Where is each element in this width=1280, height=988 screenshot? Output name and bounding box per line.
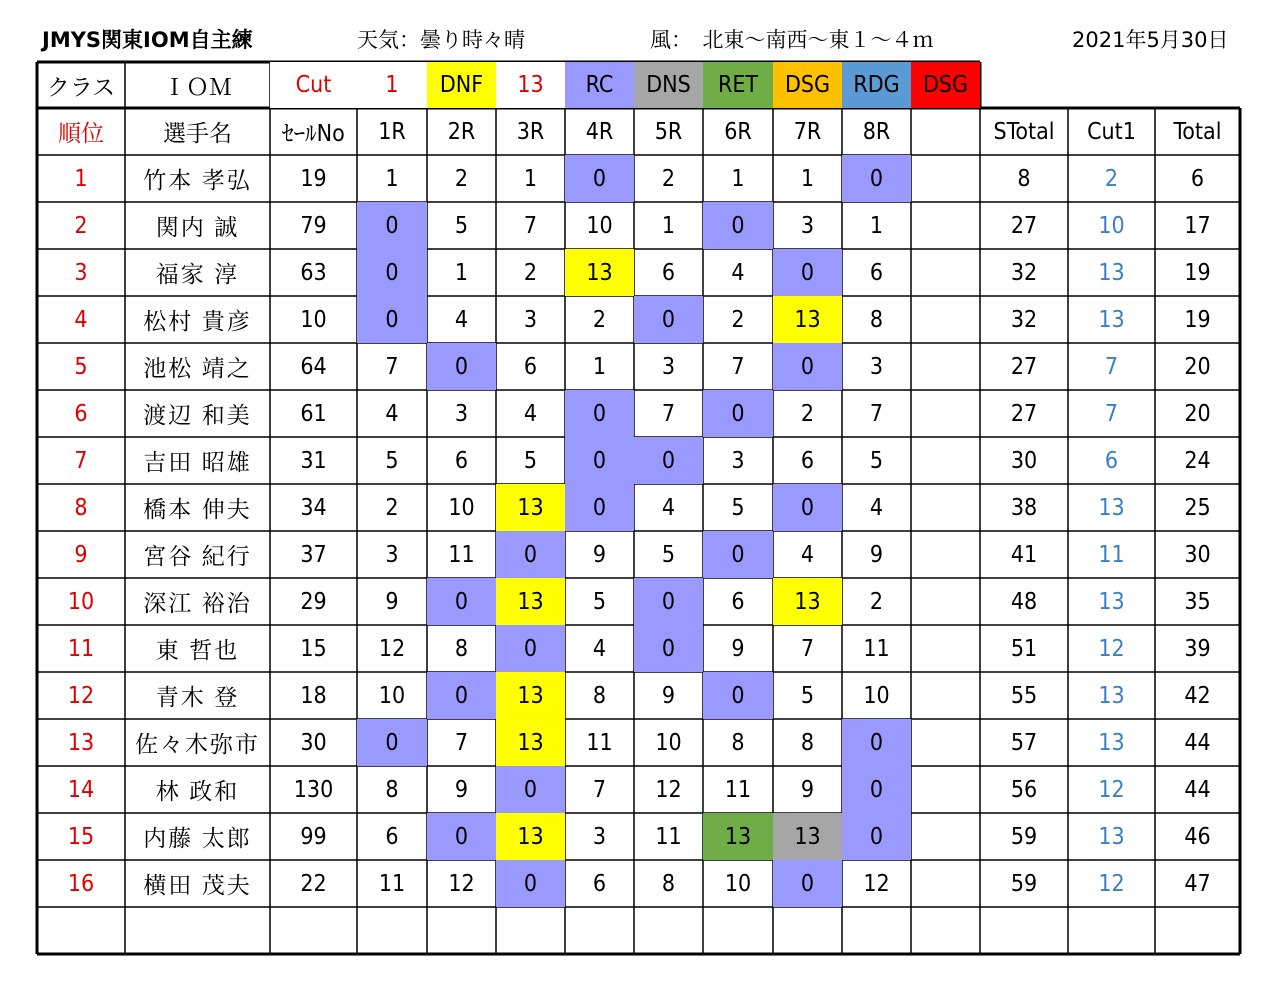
stotal-cell: 30 bbox=[1010, 447, 1038, 474]
sail-number: 18 bbox=[300, 682, 327, 709]
total-cell: 19 bbox=[1184, 259, 1211, 286]
sail-number: 31 bbox=[300, 447, 327, 474]
race-score: 0 bbox=[357, 296, 427, 343]
race-score: 13 bbox=[565, 249, 634, 296]
race-score: 0 bbox=[842, 719, 911, 766]
race-score: 7 bbox=[523, 212, 538, 239]
total-cell: 44 bbox=[1184, 776, 1211, 803]
race-score: 0 bbox=[703, 202, 773, 249]
race-score: 7 bbox=[454, 729, 469, 756]
cut1-cell: 10 bbox=[1098, 212, 1125, 239]
race-score: 0 bbox=[565, 484, 634, 531]
legend-item-5: DNS bbox=[634, 62, 703, 108]
sail-number: 99 bbox=[300, 823, 327, 850]
rank-cell: 13 bbox=[67, 729, 95, 756]
cut1-cell: 13 bbox=[1098, 823, 1125, 850]
empty-cell bbox=[911, 155, 980, 202]
sailor-name: 吉田 昭雄 bbox=[143, 450, 252, 476]
page-title: JMYS関東IOM自主練 bbox=[42, 28, 253, 52]
race-score: 0 bbox=[565, 390, 634, 437]
sail-number: 29 bbox=[300, 588, 327, 615]
sail-number: 19 bbox=[300, 165, 327, 192]
race-score: 0 bbox=[634, 578, 703, 625]
race-score: 4 bbox=[385, 400, 399, 427]
race-score: 5 bbox=[385, 447, 399, 474]
sail-number: 61 bbox=[300, 400, 327, 427]
total-cell: 46 bbox=[1184, 823, 1211, 850]
cut1-cell: 13 bbox=[1098, 682, 1125, 709]
race-score: 7 bbox=[800, 635, 815, 662]
column-header-8: 6R bbox=[724, 118, 752, 145]
race-score: 11 bbox=[586, 729, 613, 756]
race-score: 13 bbox=[496, 672, 565, 719]
sail-number: 34 bbox=[300, 494, 327, 521]
empty-cell bbox=[911, 437, 980, 484]
race-score: 10 bbox=[655, 729, 682, 756]
race-score: 6 bbox=[731, 588, 745, 615]
sailor-name: 池松 靖之 bbox=[143, 356, 252, 382]
column-header-6: 4R bbox=[585, 118, 614, 145]
race-score: 0 bbox=[703, 672, 773, 719]
race-score: 10 bbox=[724, 870, 752, 897]
column-header-2: ｾｰﾙNo bbox=[282, 121, 345, 147]
rank-cell: 10 bbox=[67, 588, 95, 615]
class-value: ＩＯＭ bbox=[163, 74, 232, 101]
race-score: 9 bbox=[592, 541, 607, 568]
sail-number: 30 bbox=[300, 729, 327, 756]
rank-cell: 15 bbox=[67, 823, 95, 850]
race-score: 0 bbox=[496, 766, 565, 813]
race-score: 0 bbox=[427, 578, 496, 625]
race-score: 12 bbox=[655, 776, 682, 803]
column-header-1: 選手名 bbox=[163, 121, 232, 147]
race-score: 5 bbox=[869, 447, 884, 474]
sail-number: 15 bbox=[300, 635, 327, 662]
race-score: 4 bbox=[523, 400, 538, 427]
column-header-12: STotal bbox=[993, 118, 1055, 145]
sail-number: 22 bbox=[300, 870, 327, 897]
race-score: 6 bbox=[385, 823, 399, 850]
race-score: 13 bbox=[496, 578, 565, 625]
legend-item-9: DSG bbox=[911, 62, 980, 108]
race-score: 0 bbox=[703, 390, 773, 437]
rank-cell: 3 bbox=[74, 259, 88, 286]
cut1-cell: 12 bbox=[1098, 870, 1125, 897]
stotal-cell: 32 bbox=[1010, 259, 1038, 286]
legend-item-6: RET bbox=[703, 62, 773, 108]
rank-cell: 14 bbox=[67, 776, 95, 803]
sail-number: 64 bbox=[300, 353, 327, 380]
empty-cell bbox=[911, 484, 980, 531]
empty-cell bbox=[911, 202, 980, 249]
column-header-13: Cut1 bbox=[1087, 118, 1136, 145]
rank-cell: 4 bbox=[74, 306, 88, 333]
empty-cell bbox=[911, 766, 980, 813]
stotal-cell: 57 bbox=[1010, 729, 1038, 756]
column-header-11 bbox=[911, 108, 980, 155]
legend-item-1: 1 bbox=[357, 62, 427, 108]
column-header-4: 2R bbox=[447, 118, 476, 145]
race-score: 9 bbox=[800, 776, 815, 803]
race-score: 3 bbox=[661, 353, 676, 380]
race-score: 8 bbox=[800, 729, 815, 756]
sailor-name: 横田 茂夫 bbox=[143, 873, 252, 899]
race-score: 11 bbox=[655, 823, 682, 850]
cut1-cell: 13 bbox=[1098, 729, 1125, 756]
sailor-name: 佐々木弥市 bbox=[135, 732, 260, 758]
empty-cell bbox=[911, 719, 980, 766]
race-score: 1 bbox=[731, 165, 745, 192]
legend-item-4: RC bbox=[565, 62, 634, 108]
empty-cell bbox=[911, 625, 980, 672]
cut1-cell: 7 bbox=[1104, 400, 1119, 427]
race-score: 10 bbox=[586, 212, 613, 239]
stotal-cell: 27 bbox=[1010, 353, 1038, 380]
race-score: 7 bbox=[661, 400, 676, 427]
race-score: 11 bbox=[448, 541, 475, 568]
race-score: 9 bbox=[731, 635, 745, 662]
empty-cell bbox=[911, 860, 980, 907]
race-score: 3 bbox=[731, 447, 745, 474]
column-header-9: 7R bbox=[793, 118, 822, 145]
race-score: 0 bbox=[357, 249, 427, 296]
race-score: 9 bbox=[661, 682, 676, 709]
column-header-14: Total bbox=[1173, 118, 1222, 145]
sailor-name: 松村 貴彦 bbox=[143, 309, 252, 335]
stotal-cell: 8 bbox=[1017, 165, 1031, 192]
race-score: 3 bbox=[800, 212, 815, 239]
race-score: 5 bbox=[592, 588, 607, 615]
race-score: 5 bbox=[523, 447, 538, 474]
race-score: 6 bbox=[661, 259, 676, 286]
total-cell: 44 bbox=[1184, 729, 1211, 756]
cut1-cell: 13 bbox=[1098, 494, 1125, 521]
race-score: 1 bbox=[454, 259, 469, 286]
sailor-name: 東 哲也 bbox=[155, 638, 240, 664]
race-score: 4 bbox=[869, 494, 884, 521]
rank-cell: 1 bbox=[74, 165, 88, 192]
total-cell: 39 bbox=[1184, 635, 1211, 662]
stotal-cell: 27 bbox=[1010, 212, 1038, 239]
race-score: 10 bbox=[448, 494, 475, 521]
cut1-cell: 13 bbox=[1098, 306, 1125, 333]
stotal-cell: 27 bbox=[1010, 400, 1038, 427]
sail-number: 130 bbox=[293, 776, 334, 803]
race-score: 0 bbox=[496, 860, 565, 907]
race-score: 8 bbox=[869, 306, 884, 333]
empty-cell bbox=[911, 249, 980, 296]
race-score: 0 bbox=[634, 625, 703, 672]
race-score: 13 bbox=[703, 813, 773, 860]
rank-cell: 9 bbox=[74, 541, 88, 568]
race-score: 0 bbox=[773, 249, 842, 296]
race-score: 13 bbox=[496, 813, 565, 860]
race-score: 3 bbox=[592, 823, 607, 850]
sailor-name: 青木 登 bbox=[155, 685, 240, 711]
rank-cell: 7 bbox=[74, 447, 88, 474]
sailor-name: 福家 淳 bbox=[155, 262, 240, 288]
race-score: 7 bbox=[869, 400, 884, 427]
total-cell: 25 bbox=[1184, 494, 1211, 521]
race-score: 4 bbox=[454, 306, 469, 333]
stotal-cell: 32 bbox=[1010, 306, 1038, 333]
empty-cell bbox=[911, 672, 980, 719]
total-cell: 30 bbox=[1184, 541, 1211, 568]
stotal-cell: 51 bbox=[1010, 635, 1038, 662]
rank-cell: 5 bbox=[74, 353, 88, 380]
race-score: 6 bbox=[869, 259, 884, 286]
race-score: 1 bbox=[523, 165, 538, 192]
class-label: クラス bbox=[46, 74, 116, 101]
race-score: 0 bbox=[773, 484, 842, 531]
race-score: 2 bbox=[385, 494, 399, 521]
rank-cell: 8 bbox=[74, 494, 88, 521]
cut1-cell: 11 bbox=[1098, 541, 1125, 568]
empty-cell bbox=[911, 343, 980, 390]
race-score: 13 bbox=[773, 296, 842, 343]
race-score: 13 bbox=[773, 813, 842, 860]
race-score: 5 bbox=[661, 541, 676, 568]
race-score: 0 bbox=[703, 531, 773, 578]
race-score: 12 bbox=[378, 635, 406, 662]
race-score: 3 bbox=[385, 541, 399, 568]
sailor-name: 竹本 孝弘 bbox=[143, 168, 252, 194]
race-score: 10 bbox=[863, 682, 890, 709]
race-score: 8 bbox=[454, 635, 469, 662]
race-score: 8 bbox=[385, 776, 399, 803]
race-score: 1 bbox=[592, 353, 607, 380]
race-score: 4 bbox=[731, 259, 745, 286]
race-score: 3 bbox=[454, 400, 469, 427]
total-cell: 19 bbox=[1184, 306, 1211, 333]
race-score: 8 bbox=[731, 729, 745, 756]
race-score: 1 bbox=[661, 212, 676, 239]
race-score: 13 bbox=[773, 578, 842, 625]
race-score: 7 bbox=[592, 776, 607, 803]
sailor-name: 深江 裕治 bbox=[143, 591, 252, 617]
race-score: 2 bbox=[731, 306, 745, 333]
legend-item-8: RDG bbox=[842, 62, 911, 108]
race-score: 9 bbox=[869, 541, 884, 568]
race-score: 4 bbox=[800, 541, 815, 568]
legend-item-7: DSG bbox=[773, 62, 842, 108]
column-header-10: 8R bbox=[862, 118, 891, 145]
race-score: 12 bbox=[863, 870, 890, 897]
rank-cell: 12 bbox=[67, 682, 95, 709]
cut1-cell: 6 bbox=[1104, 447, 1119, 474]
race-score: 0 bbox=[842, 813, 911, 860]
legend-item-2: DNF bbox=[427, 62, 496, 108]
race-score: 6 bbox=[592, 870, 607, 897]
race-score: 3 bbox=[869, 353, 884, 380]
race-score: 6 bbox=[800, 447, 815, 474]
cut1-cell: 2 bbox=[1104, 165, 1119, 192]
race-score: 2 bbox=[869, 588, 884, 615]
race-score: 2 bbox=[661, 165, 676, 192]
race-score: 0 bbox=[773, 343, 842, 390]
cut1-cell: 13 bbox=[1098, 588, 1125, 615]
race-date: 2021年5月30日 bbox=[1072, 28, 1229, 52]
race-score: 11 bbox=[724, 776, 752, 803]
column-header-3: 1R bbox=[378, 118, 406, 145]
race-score: 5 bbox=[454, 212, 469, 239]
empty-cell bbox=[911, 296, 980, 343]
race-score: 0 bbox=[427, 343, 496, 390]
sailor-name: 橋本 伸夫 bbox=[143, 497, 252, 523]
sailor-name: 渡辺 和美 bbox=[143, 403, 252, 429]
total-cell: 24 bbox=[1184, 447, 1211, 474]
rank-cell: 2 bbox=[74, 212, 88, 239]
race-score: 1 bbox=[869, 212, 884, 239]
race-score: 2 bbox=[592, 306, 607, 333]
stotal-cell: 41 bbox=[1010, 541, 1038, 568]
total-cell: 47 bbox=[1184, 870, 1211, 897]
stotal-cell: 48 bbox=[1010, 588, 1038, 615]
sailor-name: 宮谷 紀行 bbox=[143, 544, 252, 570]
race-score: 7 bbox=[731, 353, 745, 380]
total-cell: 20 bbox=[1184, 400, 1211, 427]
weather-info: 天気：曇り時々晴 bbox=[357, 28, 525, 52]
race-score: 2 bbox=[454, 165, 469, 192]
cut1-cell: 13 bbox=[1098, 259, 1125, 286]
stotal-cell: 59 bbox=[1010, 823, 1038, 850]
race-score: 0 bbox=[842, 155, 911, 202]
rank-cell: 11 bbox=[67, 635, 95, 662]
race-score: 8 bbox=[661, 870, 676, 897]
total-cell: 6 bbox=[1190, 165, 1205, 192]
race-score: 6 bbox=[454, 447, 469, 474]
legend-item-3: 13 bbox=[496, 62, 565, 108]
total-cell: 17 bbox=[1184, 212, 1211, 239]
race-score: 0 bbox=[357, 719, 427, 766]
total-cell: 20 bbox=[1184, 353, 1211, 380]
stotal-cell: 56 bbox=[1010, 776, 1038, 803]
sailor-name: 関内 誠 bbox=[155, 215, 240, 241]
race-score: 12 bbox=[448, 870, 475, 897]
wind-info: 風： 北東～南西～東１～４ｍ bbox=[650, 28, 934, 52]
race-score: 13 bbox=[496, 719, 565, 766]
race-score: 2 bbox=[523, 259, 538, 286]
race-score: 5 bbox=[800, 682, 815, 709]
race-score: 9 bbox=[385, 588, 399, 615]
stotal-cell: 59 bbox=[1010, 870, 1038, 897]
cut1-cell: 7 bbox=[1104, 353, 1119, 380]
column-header-7: 5R bbox=[654, 118, 683, 145]
race-score: 4 bbox=[592, 635, 607, 662]
stotal-cell: 55 bbox=[1010, 682, 1038, 709]
race-score: 0 bbox=[496, 625, 565, 672]
race-score: 11 bbox=[378, 870, 406, 897]
race-score: 9 bbox=[454, 776, 469, 803]
column-header-5: 3R bbox=[516, 118, 545, 145]
race-score: 13 bbox=[496, 484, 565, 531]
race-score: 0 bbox=[565, 155, 634, 202]
empty-cell bbox=[911, 813, 980, 860]
race-score: 0 bbox=[427, 672, 496, 719]
column-header-0: 順位 bbox=[58, 121, 104, 147]
empty-cell bbox=[911, 390, 980, 437]
total-cell: 35 bbox=[1184, 588, 1211, 615]
cut1-cell: 12 bbox=[1098, 776, 1125, 803]
sail-number: 10 bbox=[300, 306, 327, 333]
race-score: 8 bbox=[592, 682, 607, 709]
sailor-name: 内藤 太郎 bbox=[143, 826, 252, 852]
race-score: 6 bbox=[523, 353, 538, 380]
race-score: 0 bbox=[357, 202, 427, 249]
race-score: 10 bbox=[378, 682, 406, 709]
race-score: 1 bbox=[385, 165, 399, 192]
race-score: 0 bbox=[427, 813, 496, 860]
race-score: 0 bbox=[842, 766, 911, 813]
sail-number: 37 bbox=[300, 541, 327, 568]
rank-cell: 6 bbox=[74, 400, 88, 427]
race-score: 0 bbox=[634, 437, 703, 484]
race-score: 0 bbox=[634, 296, 703, 343]
race-score: 2 bbox=[800, 400, 815, 427]
race-score: 0 bbox=[496, 531, 565, 578]
cut1-cell: 12 bbox=[1098, 635, 1125, 662]
rank-cell: 16 bbox=[67, 870, 95, 897]
race-score: 7 bbox=[385, 353, 399, 380]
sail-number: 79 bbox=[300, 212, 327, 239]
race-score: 11 bbox=[863, 635, 890, 662]
race-score: 1 bbox=[800, 165, 815, 192]
race-score: 0 bbox=[565, 437, 634, 484]
total-cell: 42 bbox=[1184, 682, 1211, 709]
sailor-name: 林 政和 bbox=[155, 779, 240, 805]
empty-cell bbox=[911, 531, 980, 578]
legend-item-0: Cut bbox=[270, 62, 357, 108]
empty-cell bbox=[911, 578, 980, 625]
stotal-cell: 38 bbox=[1010, 494, 1038, 521]
race-score: 5 bbox=[731, 494, 745, 521]
race-score: 4 bbox=[661, 494, 676, 521]
race-score: 3 bbox=[523, 306, 538, 333]
race-score: 0 bbox=[773, 860, 842, 907]
sail-number: 63 bbox=[300, 259, 327, 286]
